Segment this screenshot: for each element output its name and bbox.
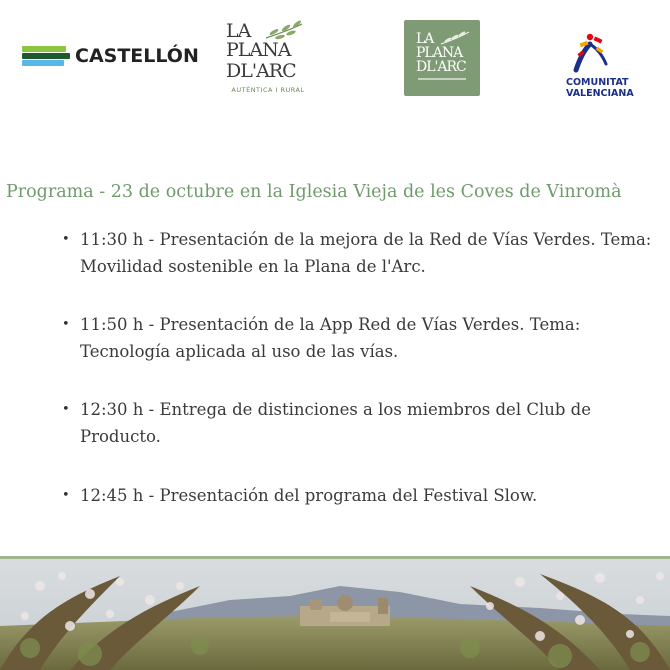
program-item-text: 11:30 h - Presentación de la mejora de la Red de Vías Verdes. Tema: Movilidad sostenible en la Plana de l'Arc. — [80, 230, 652, 276]
green-logo-divider — [418, 78, 466, 80]
olive-branch-icon — [440, 30, 470, 46]
bullet-icon: • — [62, 402, 70, 417]
comunitat-valenciana-mark-icon — [570, 30, 610, 76]
logo-text-plana: PLANA — [226, 39, 291, 61]
logo-header — [0, 0, 670, 120]
program-item — [58, 396, 670, 450]
castellon-stripes-icon — [22, 46, 70, 66]
logo-tagline: AUTÈNTICA I RURAL — [231, 86, 305, 94]
program-title: Programa - 23 de octubre en la Iglesia Vieja de les Coves de Vinromà — [6, 182, 622, 202]
green-logo-text-la: LA — [416, 31, 434, 47]
logo-text-larc: DL'ARC — [226, 60, 296, 82]
castellon-logo — [22, 44, 199, 68]
program-item-text: 12:45 h - Presentación del programa del Festival Slow. — [80, 486, 538, 505]
castellon-logo-text: CASTELLÓN — [75, 45, 199, 67]
comunitat-valenciana-logo — [560, 22, 650, 108]
bullet-icon: • — [62, 232, 70, 247]
bullet-icon: • — [62, 488, 70, 503]
program-item — [58, 311, 670, 365]
program-item — [58, 226, 670, 280]
cv-logo-text-valenciana: VALENCIANA — [566, 88, 634, 99]
program-item-text: 11:50 h - Presentación de la App Red de Vías Verdes. Tema: Tecnología aplicada al uso de las vías. — [80, 315, 581, 361]
cv-logo-text-comunitat: COMUNITAT — [566, 77, 629, 88]
la-plana-de-larc-logo — [222, 18, 314, 100]
green-logo-text-plana: PLANA — [416, 45, 463, 61]
program-item-text: 12:30 h - Entrega de distinciones a los miembros del Club de Producto. — [80, 400, 592, 446]
logo-text-la: LA — [226, 20, 251, 42]
bullet-icon: • — [62, 317, 70, 332]
program-item — [58, 482, 670, 509]
landscape-photo — [0, 556, 670, 670]
sponsor-marks — [412, 86, 472, 90]
la-plana-de-larc-green-logo — [404, 20, 480, 96]
green-logo-text-larc: DL'ARC — [416, 59, 466, 75]
